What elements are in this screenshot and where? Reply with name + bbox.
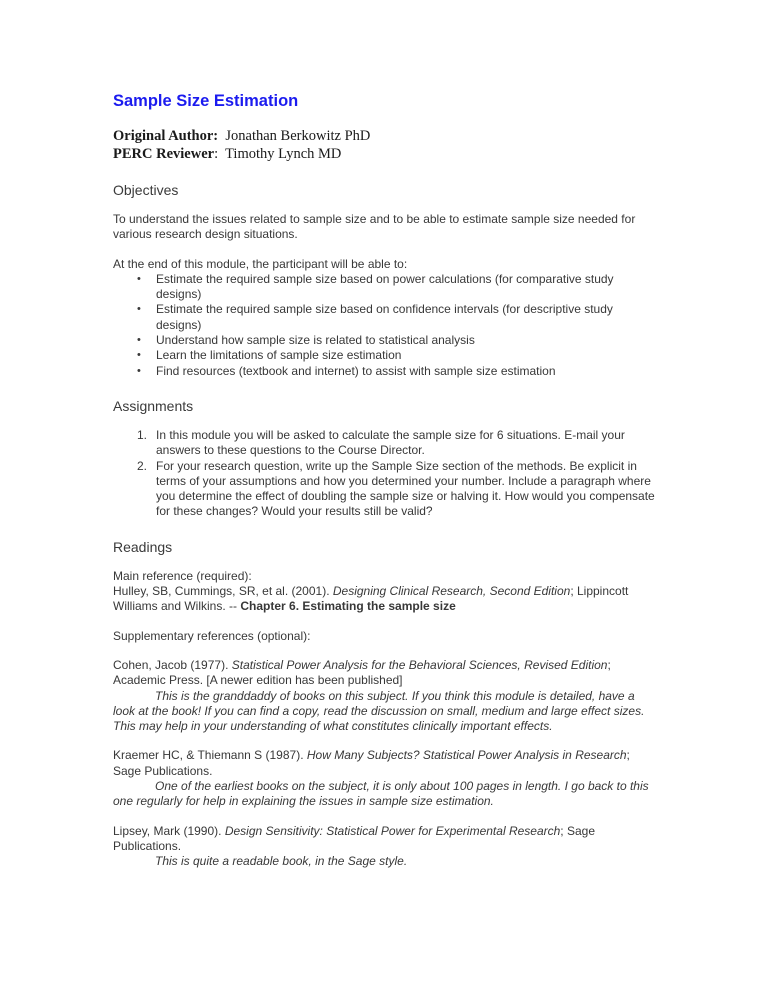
bullet-text: Estimate the required sample size based on power calculations (for comparative study designs): [156, 271, 614, 302]
bullet-icon: •: [137, 364, 141, 377]
reference-comment: This is the granddaddy of books on this subject. If you think this module is detailed, have a look at the book! If you can find a copy, read the discussion on small, medium and large effect sizes. This may help in your understanding of what constitutes clinically important effects.: [113, 688, 645, 734]
reference-kraemer: [113, 748, 658, 809]
list-item: [113, 348, 658, 363]
document-title: Sample Size Estimation: [113, 92, 299, 110]
reference-book-title: Design Sensitivity: Statistical Power for Experimental Research: [224, 823, 561, 838]
objectives-bullet-list: [113, 272, 658, 379]
list-item: [113, 428, 658, 459]
readings-section: [113, 569, 658, 870]
reference-book-title: Statistical Power Analysis for the Behavioral Sciences, Revised Edition: [231, 657, 608, 672]
assignment-text: For your research question, write up the Sample Size section of the methods. Be explicit in terms of your assumptions and how you determined your number. Include a paragraph where you determine the effect of doubling the sample size or halving it. How would you compensate for these changes? Would your results still be valid?: [156, 458, 655, 519]
objectives-lead-in: At the end of this module, the participant will be able to:: [113, 256, 408, 271]
bullet-icon: •: [137, 334, 141, 347]
main-reference: [113, 584, 658, 615]
reference-citation-line: [113, 658, 658, 689]
bullet-text: Learn the limitations of sample size estimation: [156, 348, 402, 363]
reference-citation: Lipsey, Mark (1990).: [113, 823, 225, 838]
reference-citation-line: [113, 748, 658, 779]
reference-book-title: How Many Subjects? Statistical Power Analysis in Research: [306, 748, 627, 763]
reference-lipsey: [113, 824, 658, 870]
reference-comment: This is quite a readable book, in the Sage style.: [155, 854, 408, 869]
reference-citation: Kraemer HC, & Thiemann S (1987).: [113, 748, 307, 763]
objectives-section: [113, 212, 658, 379]
list-item: [113, 302, 658, 333]
bullet-text: Estimate the required sample size based on confidence intervals (for descriptive study designs): [156, 302, 613, 332]
list-item: [113, 272, 658, 303]
byline-reviewer-value: : Timothy Lynch MD: [214, 145, 342, 162]
assignments-numbered-list: [113, 428, 658, 520]
byline-perc-reviewer: [113, 146, 658, 164]
reference-citation: Cohen, Jacob (1977).: [113, 657, 232, 672]
reference-publisher: ; Lippincott Williams and Wilkins. --: [113, 584, 629, 614]
reference-comment: One of the earliest books on the subject, it is only about 100 pages in length. I go back to this one regularly for help in explaining the issues in sample size estimation.: [113, 779, 649, 809]
reference-citation-line: [113, 824, 658, 855]
reference-publisher: ; Academic Press. [A newer edition has been published]: [113, 657, 611, 688]
reference-publisher: ; Sage Publications.: [113, 823, 595, 853]
reference-chapter: Chapter 6. Estimating the sample size: [240, 599, 456, 614]
bullet-text: Find resources (textbook and internet) to assist with sample size estimation: [156, 363, 556, 378]
bullet-icon: •: [137, 303, 141, 316]
supplementary-references-label: Supplementary references (optional):: [113, 628, 311, 643]
byline-original-author: [113, 128, 658, 146]
reference-cohen: [113, 658, 658, 734]
bullet-icon: •: [137, 349, 141, 362]
main-reference-label: Main reference (required):: [113, 568, 252, 583]
list-number: 2.: [137, 458, 148, 473]
readings-heading: Readings: [113, 538, 173, 555]
document-content: [113, 91, 658, 884]
bullet-icon: •: [137, 272, 141, 285]
byline-author-value: Jonathan Berkowitz PhD: [218, 128, 371, 144]
objectives-intro: To understand the issues related to sample size and to be able to estimate sample size needed for various research design situations.: [113, 212, 636, 242]
bullet-text: Understand how sample size is related to statistical analysis: [156, 333, 475, 348]
list-item: [113, 364, 658, 379]
assignments-heading: Assignments: [113, 397, 194, 414]
reference-publisher: ; Sage Publications.: [113, 748, 630, 778]
byline: [113, 128, 658, 163]
list-item: [113, 459, 658, 520]
list-item: [113, 333, 658, 348]
byline-reviewer-label: PERC Reviewer: [113, 145, 215, 162]
reference-citation: Hulley, SB, Cummings, SR, et al. (2001).: [113, 584, 333, 599]
byline-author-label: Original Author:: [113, 128, 219, 144]
assignment-text: In this module you will be asked to calculate the sample size for 6 situations. E-mail your answers to these questions to the Course Director.: [156, 427, 625, 458]
reference-book-title: Designing Clinical Research, Second Edition: [332, 584, 571, 599]
list-number: 1.: [137, 427, 148, 442]
assignments-section: [113, 428, 658, 520]
objectives-heading: Objectives: [113, 182, 179, 198]
